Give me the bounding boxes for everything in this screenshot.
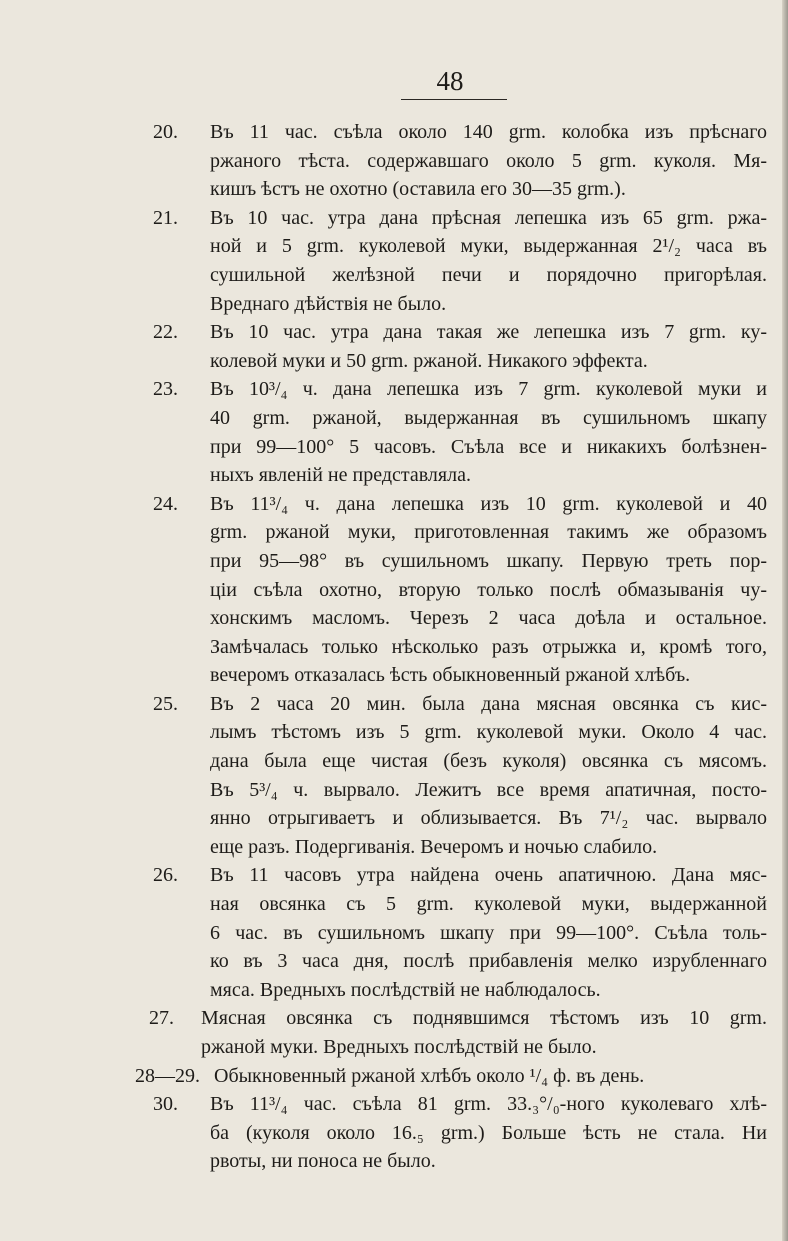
text-line: Вреднаго дѣйствія не было.	[210, 292, 447, 315]
text-line: вечеромъ отказалась ѣсть обыкновенный ржаной хлѣбъ.	[210, 664, 691, 687]
entry	[0, 1090, 788, 1176]
entry-list	[0, 118, 788, 1176]
entry-number: 20.	[153, 121, 178, 143]
text-line: Мясная овсянка съ поднявшимся тѣстомъ изъ 10 grm.	[201, 1007, 767, 1030]
text-line: Въ 11³/₄ час. съѣла 81 grm. 33.₃°/₀-ного куколеваго хлѣ-	[210, 1093, 767, 1116]
text-line: Въ 10 час. утра дана прѣсная лепешка изъ 65 grm. ржа-	[210, 206, 767, 229]
entry	[0, 318, 788, 375]
entry-number: 22.	[153, 321, 178, 344]
entry-number: 30.	[153, 1093, 178, 1116]
entry-text	[210, 1090, 767, 1176]
text-line: Въ 5³/₄ ч. вырвало. Лежитъ все время апатичная, посто-	[210, 778, 767, 801]
entry	[0, 690, 788, 862]
entry-number: 23.	[153, 378, 178, 401]
entry	[0, 204, 788, 318]
text-line: Въ 11 часовъ утра найдена очень апатичною. Дана мяс-	[210, 864, 767, 887]
text-line: дана была еще чистая (безъ куколя) овсянка съ мясомъ.	[210, 750, 767, 773]
entry-text	[210, 318, 767, 375]
text-line: рвоты, ни поноса не было.	[210, 1150, 436, 1173]
text-line: Въ 10 час. утра дана такая же лепешка изъ 7 grm. ку-	[210, 321, 767, 344]
text-line: Обыкновенный ржаной хлѣбъ около ¹/₄ ф. въ день.	[214, 1064, 645, 1087]
text-line: ржаного тѣста. содержавшаго около 5 grm. куколя. Мя-	[210, 149, 767, 172]
entry-text	[210, 204, 767, 318]
text-line: 6 час. въ сушильномъ шкапу при 99—100°. Съѣла толь-	[210, 921, 767, 944]
text-line: при 95—98° въ сушильномъ шкапу. Первую треть пор-	[210, 549, 767, 572]
text-line: хонскимъ масломъ. Черезъ 2 часа доѣла и остальное.	[210, 607, 767, 630]
text-line: ныхъ явленій не представляла.	[210, 464, 471, 487]
entry-text	[210, 690, 767, 862]
page-number: 48	[436, 66, 464, 96]
entry-text	[214, 1062, 767, 1091]
entry-text	[201, 1004, 767, 1061]
entry	[0, 118, 788, 204]
text-line: сушильной желѣзной печи и порядочно пригорѣлая.	[210, 263, 767, 286]
text-line: grm. ржаной муки, приготовленная такимъ же образомъ	[210, 521, 767, 544]
text-line: 40 grm. ржаной, выдержанная въ сушильномъ шкапу	[210, 406, 767, 429]
entry-text	[210, 861, 767, 1004]
entry-number: 28—29.	[135, 1064, 200, 1087]
text-line: при 99—100° 5 часовъ. Съѣла все и никакихъ болѣзнен-	[210, 435, 767, 458]
text-line: Въ 10³/₄ ч. дана лепешка изъ 7 grm. куколевой муки и	[210, 378, 767, 401]
entry	[0, 1004, 788, 1061]
text-line: ржаной муки. Вредныхъ послѣдствій не было.	[201, 1036, 597, 1058]
text-line: ко въ 3 часа дня, послѣ прибавленія мелко изрубленнаго	[210, 950, 767, 973]
text-line: ной и 5 grm. куколевой муки, выдержанная 2¹/₂ часа въ	[210, 235, 767, 258]
entry-text	[210, 118, 767, 204]
entry-number: 24.	[153, 492, 178, 515]
text-line: кишъ ѣстъ не охотно (оставила его 30—35 grm.).	[210, 178, 626, 201]
entry	[0, 375, 788, 489]
text-line: Въ 2 часа 20 мин. была дана мясная овсянка съ кис-	[210, 692, 767, 715]
text-line: мяса. Вредныхъ послѣдствій не наблюдалось.	[210, 978, 601, 1001]
entry-number: 26.	[153, 864, 178, 887]
text-line: янно отрыгиваетъ и облизывается. Въ 7¹/₂ час. вырвало	[210, 807, 767, 830]
text-line: лымъ тѣстомъ изъ 5 grm. куколевой муки. Около 4 час.	[210, 721, 767, 744]
entry	[0, 490, 788, 690]
entry	[0, 861, 788, 1004]
entry-text	[210, 490, 767, 690]
text-line: Замѣчалась только нѣсколько разъ отрыжка и, кромѣ того,	[210, 635, 767, 658]
entry-number: 27.	[149, 1007, 174, 1030]
entry-text	[210, 375, 767, 489]
text-line: ціи съѣла охотно, вторую только послѣ обмазыванія чу-	[210, 578, 767, 601]
entry-number: 25.	[153, 692, 178, 715]
text-line: еще разъ. Подергиванія. Вечеромъ и ночью слабило.	[210, 835, 658, 858]
text-line: Въ 11 час. съѣла около 140 grm. колобка изъ прѣснаго	[210, 121, 767, 143]
text-line: ная овсянка съ 5 grm. куколевой муки, выдержанной	[210, 893, 767, 916]
text-line: колевой муки и 50 grm. ржаной. Никакого эффекта.	[210, 349, 648, 372]
entry	[0, 1062, 788, 1091]
text-line: ба (куколя около 16.₅ grm.) Больше ѣсть не стала. Ни	[210, 1121, 767, 1144]
entry-number: 21.	[153, 206, 178, 229]
header-rule	[401, 99, 507, 100]
text-line: Въ 11³/₄ ч. дана лепешка изъ 10 grm. куколевой и 40	[210, 492, 767, 515]
